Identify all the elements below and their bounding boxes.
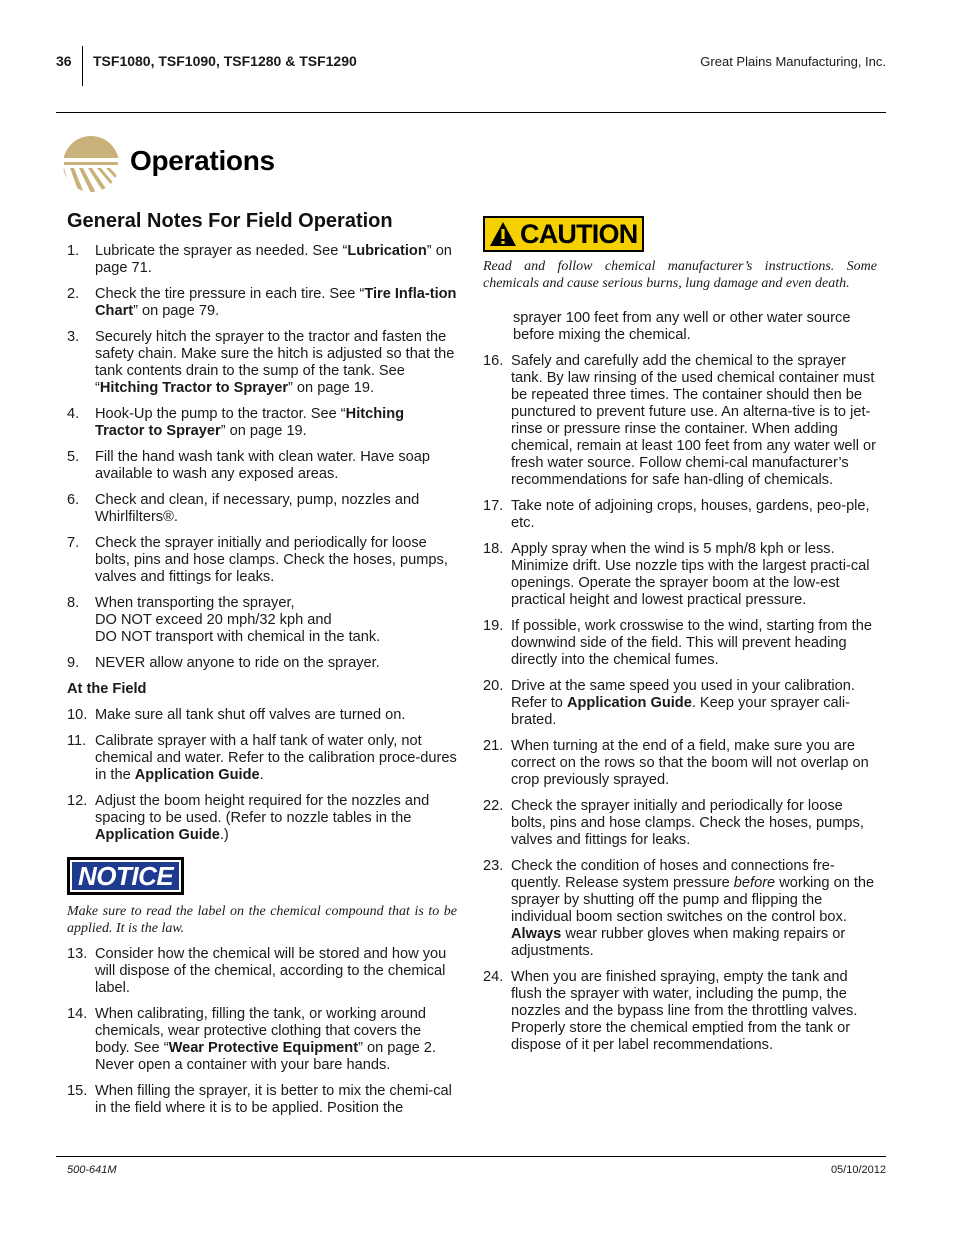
list-item: 22. Check the sprayer initially and periodically for loose bolts, pins and hose clamps. Check the hoses, pumps, valves and fittings for leaks. [483,798,864,848]
warning-triangle-icon [489,221,517,247]
list-item: 8. When transporting the sprayer, DO NOT exceed 20 mph/32 kph and DO NOT transport with chemical in the tank. [67,595,381,645]
great-plains-logo-icon [62,135,120,193]
list-item: 10. Make sure all tank shut off valves are turned on. [67,707,406,723]
chapter-title: Operations [130,145,275,176]
list-item: 15. When filling the sprayer, it is better to mix the chemi-cal in the field where it is to be applied. Position the [67,1083,452,1116]
list-item: 3. Securely hitch the sprayer to the tractor and fasten the safety chain. Make sure the hitch is adjusted so that the tank contents drain to the sump of the tank. See “Hitching Tractor to Sprayer” on page 19. [67,329,455,396]
list-item-continuation: sprayer 100 feet from any well or other water source before mixing the chemical. [513,310,851,343]
company-name: Great Plains Manufacturing, Inc. [700,54,886,69]
list-item: 12. Adjust the boom height required for the nozzles and spacing to be used. (Refer to nozzle tables in the Application Guide.) [67,793,430,843]
caution-badge: CAUTION [483,216,644,252]
notice-badge: NOTICE [67,857,184,895]
list-item: 23. Check the condition of hoses and connections fre-quently. Release system pressure before working on the sprayer by shutting off the pump and flipping the individual boom section switches on the control box. Always wear rubber gloves when making repairs or adjustments. [483,858,875,959]
list-item: 7. Check the sprayer initially and periodically for loose bolts, pins and hose clamps. Check the hoses, pumps, valves and fittings for leaks. [67,535,448,585]
list-item: 9. NEVER allow anyone to ride on the sprayer. [67,655,380,671]
header-divider [82,46,83,86]
at-the-field-heading: At the Field [67,681,147,697]
list-item: 1. Lubricate the sprayer as needed. See “Lubrication” on page 71. [67,243,452,276]
document-date: 05/10/2012 [830,1164,886,1176]
document-number: 500-641M [67,1164,117,1176]
footer-rule [56,1156,886,1157]
model-title: TSF1080, TSF1090, TSF1280 & TSF1290 [93,53,357,69]
header-rule [56,112,886,113]
list-item: 18. Apply spray when the wind is 5 mph/8 kph or less. Minimize drift. Use nozzle tips with the largest practi-cal openings. Operate the sprayer boom at the low-est practical height and lowest practical pressure. [483,541,870,608]
right-column [483,216,877,1063]
list-item: 21. When turning at the end of a field, make sure you are correct on the rows so that the boom will not overlap on crop previously sprayed. [483,738,869,788]
left-column [67,208,457,1126]
page-number: 36 [56,53,72,69]
list-item: 16. Safely and carefully add the chemical to the sprayer tank. By law rinsing of the used chemical container must be repeated three times. The container should then be punctured to prevent future use. An alterna-tive is to jet-rinse or pressure rinse the container. When adding chemical, remain at least 100 feet from any water well or fresh water source. Follow chemi-cal manufacturer’s recommendations for safe han-dling of chemicals. [483,353,877,488]
list-item: 20. Drive at the same speed you used in your calibration. Refer to Application Guide. Keep your sprayer cali-brated. [483,678,855,728]
caution-text: Read and follow chemical manufacturer’s instructions. Some chemicals and cause serious burns, lung damage and even death. [483,259,877,291]
list-item: 11. Calibrate sprayer with a half tank of water only, not chemical and water. Refer to the calibration proce-dures in the Application Guide. [67,733,457,783]
list-item: 24. When you are finished spraying, empty the tank and flush the sprayer with water, including the pump, the nozzles and the bypass line from the throttling valves. Properly store the chemical emptied from the tank or dispose of it per label recommendations. [483,969,858,1053]
list-item: 5. Fill the hand wash tank with clean water. Have soap available to wash any exposed areas. [67,449,431,482]
list-item: 2. Check the tire pressure in each tire. See “Tire Infla-tion Chart” on page 79. [67,286,457,319]
list-item: 6. Check and clean, if necessary, pump, nozzles and Whirlfilters®. [67,492,420,525]
section-title: General Notes For Field Operation [67,210,393,232]
list-item: 4. Hook-Up the pump to the tractor. See “Hitching Tractor to Sprayer” on page 19. [67,406,405,439]
notice-text: Make sure to read the label on the chemical compound that is to be applied. It is the law. [67,904,457,936]
list-item: 13. Consider how the chemical will be stored and how you will dispose of the chemical, according to the chemical label. [67,946,447,996]
list-item: 19. If possible, work crosswise to the wind, starting from the downwind side of the field. This will prevent heading directly into the chemical fumes. [483,618,872,668]
list-item: 17. Take note of adjoining crops, houses, gardens, peo-ple, etc. [483,498,870,531]
list-item: 14. When calibrating, filling the tank, or working around chemicals, wear protective clothing that covers the body. See “Wear Protective Equipment” on page 2. Never open a container with your bare hands. [67,1006,436,1073]
